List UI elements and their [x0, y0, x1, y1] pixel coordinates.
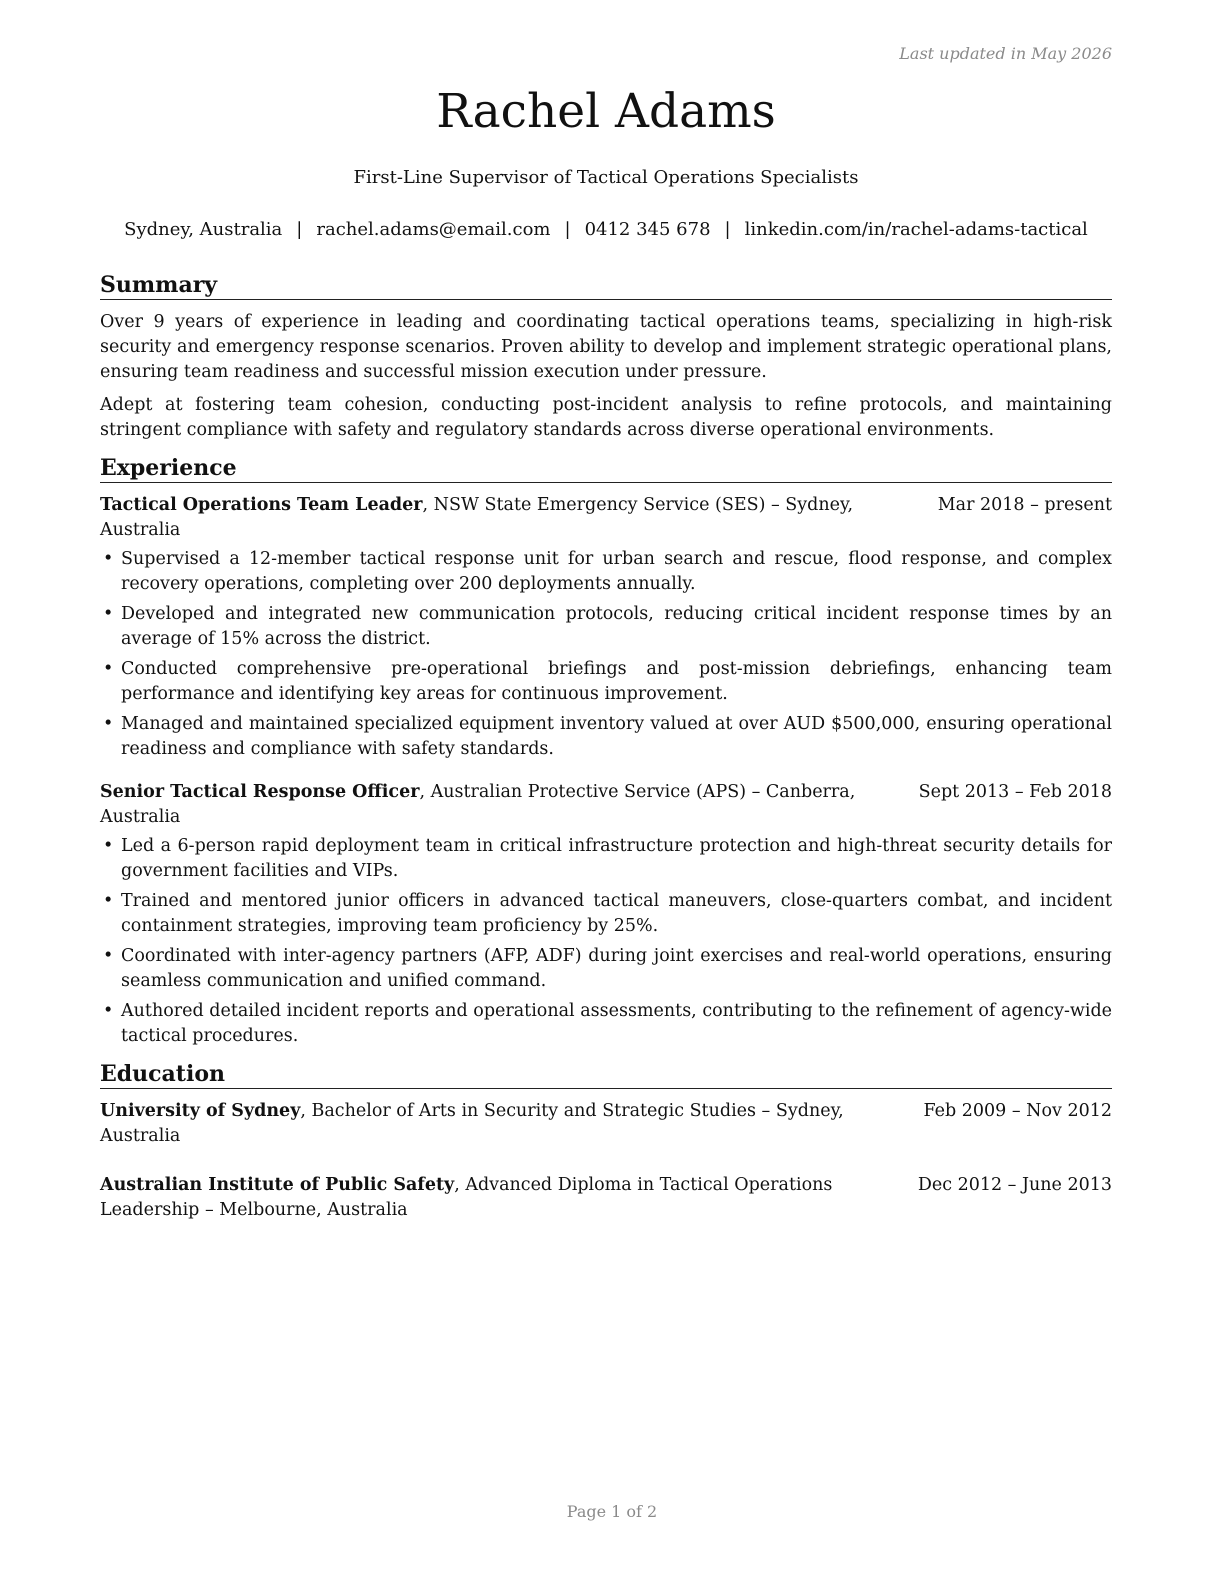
job-bullet: • Authored detailed incident reports and operational assessments, contributing to the refinement of agency-wide tactical procedures. — [100, 999, 1112, 1049]
job-bullets — [100, 834, 1112, 1049]
job-role: Senior Tactical Response Officer — [100, 782, 420, 802]
job-title: First-Line Supervisor of Tactical Operations Specialists — [353, 167, 859, 188]
summary-section — [100, 272, 1112, 443]
contact-separator: | — [724, 219, 731, 240]
job-entry — [100, 493, 1112, 762]
summary-paragraph: Over 9 years of experience in leading and coordinating tactical operations teams, specializing in high-risk security and emergency response scenarios. Proven ability to develop and implement strategic operational plans, ensuring team readiness and successful mission execution under pressure. — [100, 312, 1112, 382]
page-number: Page 1 of 2 — [566, 1502, 658, 1521]
education-detail: , Bachelor of Arts in Security and Strategic Studies – Sydney, Australia — [100, 1101, 844, 1146]
job-bullet: • Supervised a 12-member tactical response unit for urban search and rescue, flood response, and complex recovery operations, completing over 200 deployments annually. — [100, 547, 1112, 597]
job-header — [100, 493, 1112, 543]
candidate-name: Rachel Adams — [436, 84, 776, 139]
education-entry — [100, 1099, 1112, 1149]
education-entry — [100, 1173, 1112, 1223]
summary-paragraph: Adept at fostering team cohesion, conducting post-incident analysis to refine protocols, and maintaining stringent compliance with safety and regulatory standards across diverse operational environments. — [100, 395, 1112, 440]
education-detail: , Advanced Diploma in Tactical Operations Leadership – Melbourne, Australia — [100, 1175, 833, 1220]
contact-location: Sydney, Australia — [124, 219, 283, 240]
job-header — [100, 780, 1112, 830]
job-bullets — [100, 547, 1112, 762]
job-role: Tactical Operations Team Leader — [100, 495, 423, 515]
job-entry — [100, 780, 1112, 1049]
contact-separator: | — [296, 219, 303, 240]
job-bullet: • Managed and maintained specialized equipment inventory valued at over AUD $500,000, ensuring operational readiness and compliance with safety standards. — [100, 712, 1112, 762]
education-header — [100, 1173, 1112, 1223]
section-heading-education: Education — [100, 1061, 1112, 1089]
section-heading-experience: Experience — [100, 455, 1112, 483]
job-bullet: • Coordinated with inter-agency partners (AFP, ADF) during joint exercises and real-world operations, ensuring seamless communication and unified command. — [100, 944, 1112, 994]
contact-linkedin[interactable]: linkedin.com/in/rachel-adams-tactical — [744, 219, 1088, 240]
job-organization: , NSW State Emergency Service (SES) – Sydney, Australia — [100, 495, 854, 540]
section-heading-summary: Summary — [100, 272, 1112, 300]
education-school: Australian Institute of Public Safety — [100, 1175, 455, 1195]
education-dates: Feb 2009 – Nov 2012 — [923, 1101, 1112, 1121]
job-bullet: • Developed and integrated new communication protocols, reducing critical incident response times by an average of 15% across the district. — [100, 602, 1112, 652]
job-bullet: • Trained and mentored junior officers in advanced tactical maneuvers, close-quarters combat, and incident containment strategies, improving team proficiency by 25%. — [100, 889, 1112, 939]
education-dates: Dec 2012 – June 2013 — [917, 1175, 1112, 1195]
last-updated-note: Last updated in May 2026 — [899, 44, 1112, 63]
contact-line — [100, 219, 1112, 240]
contact-separator: | — [564, 219, 571, 240]
job-bullet: • Led a 6-person rapid deployment team in critical infrastructure protection and high-threat security details for government facilities and VIPs. — [100, 834, 1112, 884]
contact-email[interactable]: rachel.adams@email.com — [316, 219, 551, 240]
job-bullet: • Conducted comprehensive pre-operational briefings and post-mission debriefings, enhancing team performance and identifying key areas for continuous improvement. — [100, 657, 1112, 707]
contact-phone[interactable]: 0412 345 678 — [584, 219, 711, 240]
job-dates: Sept 2013 – Feb 2018 — [918, 782, 1112, 802]
education-school: University of Sydney — [100, 1101, 301, 1121]
resume-content — [100, 272, 1112, 1235]
job-organization: , Australian Protective Service (APS) – Canberra, Australia — [100, 782, 856, 827]
education-header — [100, 1099, 1112, 1149]
job-dates: Mar 2018 – present — [937, 495, 1112, 515]
education-section — [100, 1061, 1112, 1223]
experience-section — [100, 455, 1112, 1049]
